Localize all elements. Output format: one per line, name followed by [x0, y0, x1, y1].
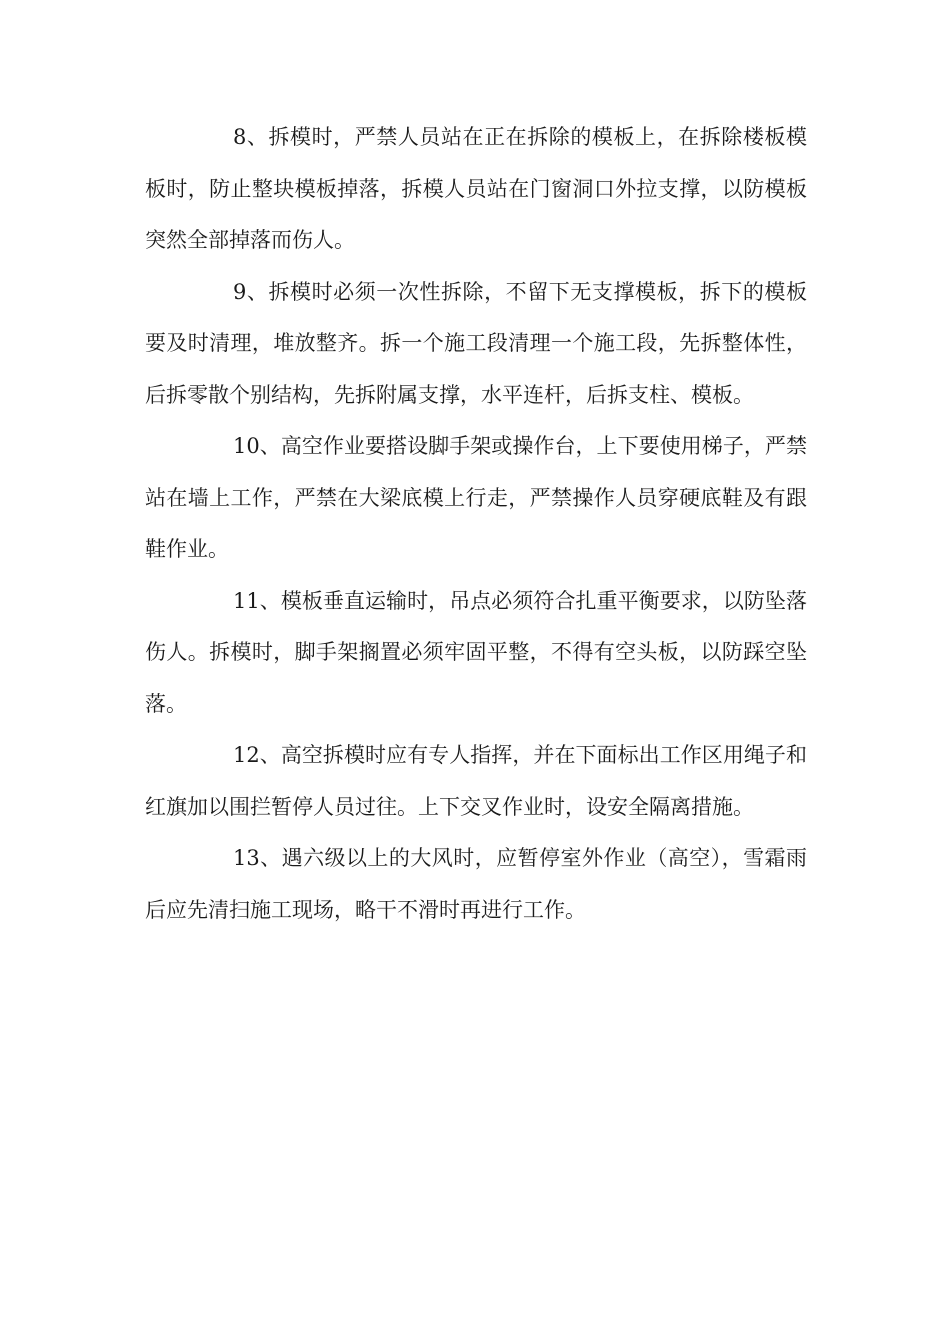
- paragraph-item-12: 12、高空拆模时应有专人指挥，并在下面标出工作区用绳子和红旗加以围拦暂停人员过往。上下交叉作业时，设安全隔离措施。: [145, 743, 807, 819]
- paragraph-item-13: 13、遇六级以上的大风时，应暂停室外作业（高空），雪霜雨后应先清扫施工现场，略干不滑时再进行工作。: [145, 846, 807, 922]
- paragraph-item-9: 9、拆模时必须一次性拆除，不留下无支撑模板，拆下的模板要及时清理，堆放整齐。拆一个施工段清理一个施工段，先拆整体性，后拆零散个别结构，先拆附属支撑，水平连杆，后拆支柱、模板。: [145, 279, 807, 407]
- paragraph-item-11: 11、模板垂直运输时，吊点必须符合扎重平衡要求，以防坠落伤人。拆模时，脚手架搁置必须牢固平整，不得有空头板，以防踩空坠落。: [145, 588, 807, 716]
- paragraph-item-10: 10、高空作业要搭设脚手架或操作台，上下要使用梯子，严禁站在墙上工作，严禁在大梁底模上行走，严禁操作人员穿硬底鞋及有跟鞋作业。: [145, 434, 807, 561]
- paragraph-item-8: 8、拆模时，严禁人员站在正在拆除的模板上，在拆除楼板模板时，防止整块模板掉落，拆模人员站在门窗洞口外拉支撑，以防模板突然全部掉落而伤人。: [145, 125, 807, 252]
- document-body: [145, 112, 807, 936]
